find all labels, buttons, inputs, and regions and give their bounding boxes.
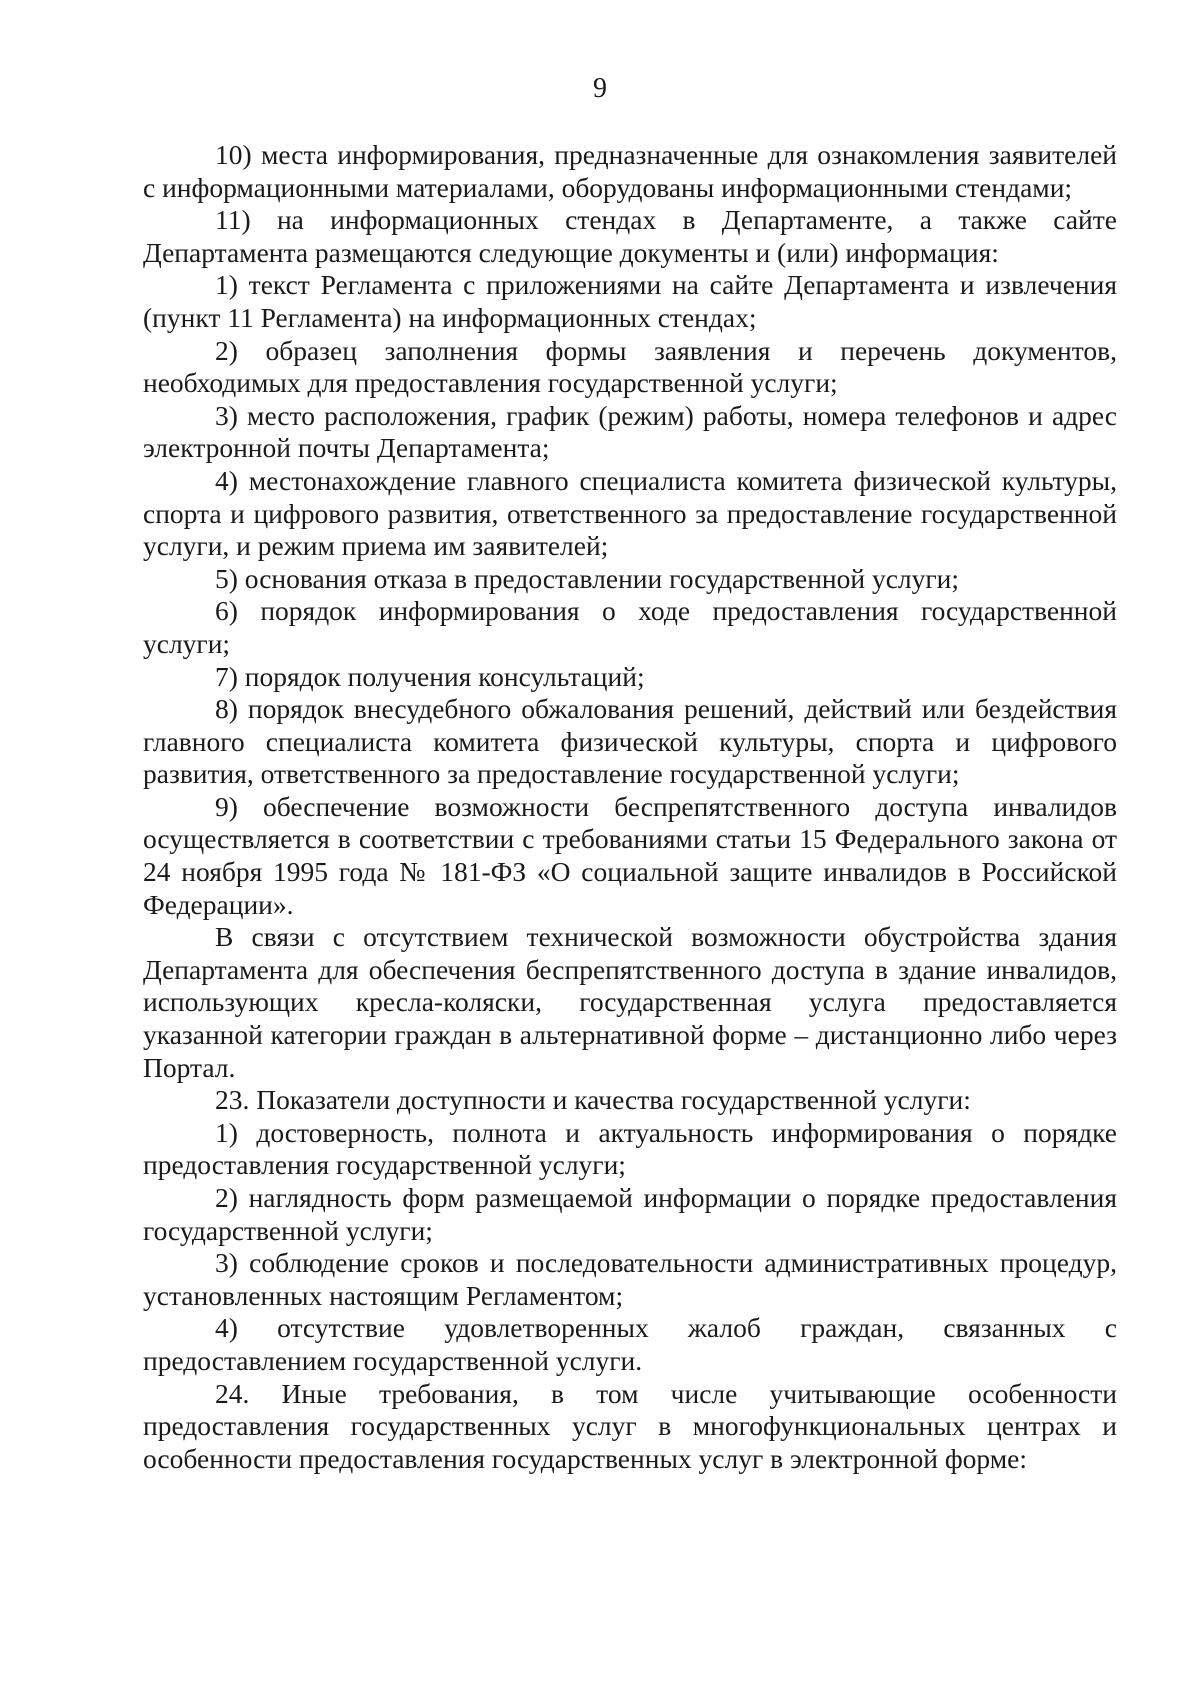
list-item-consultations: 7) порядок получения консультаций; <box>215 660 645 692</box>
paragraph-24-other-requirements: 24. Иные требования, в том числе учитывающие особенности предоставления государственных услуг в многофункциональных центрах и особенности предоставления государственных услуг в электронной форме: <box>143 1377 1117 1474</box>
list-item-refusal-grounds: 5) основания отказа в предоставлении государственной услуги; <box>215 562 960 594</box>
list-item-no-complaints: 4) отсутствие удовлетворенных жалоб граждан, связанных с предоставлением государственной услуги. <box>143 1312 1117 1376</box>
paragraph-11-info-stands: 11) на информационных стендах в Департаменте, а также сайте Департамента размещаются следующие документы и (или) информация: <box>143 204 1117 268</box>
list-item-disabled-access: 9) обеспечение возможности беспрепятственного доступа инвалидов осуществляется в соответствии с требованиями статьи 15 Федерального закона от 24 ноября 1995 года № 181-ФЗ «О социальной защите инвалидов в Российской Федерации». <box>143 790 1117 920</box>
list-item-specialist-location: 4) местонахождение главного специалиста комитета физической культуры, спорта и цифрового развития, ответственного за предоставление государственной услуги, и режим приема им заявителей; <box>143 464 1117 562</box>
list-item-deadlines: 3) соблюдение сроков и последовательности административных процедур, установленных настоящим Регламентом; <box>143 1247 1117 1311</box>
paragraph-10-info-places: 10) места информирования, предназначенные для ознакомления заявителей с информационными материалами, оборудованы информационными стендами; <box>143 139 1117 203</box>
list-item-reliability: 1) достоверность, полнота и актуальность информирования о порядке предоставления государственной услуги; <box>143 1116 1117 1181</box>
list-item-progress-informing: 6) порядок информирования о ходе предоставления государственной услуги; <box>143 595 1117 659</box>
page-number: 9 <box>593 73 607 104</box>
paragraph-23-quality-indicators: 23. Показатели доступности и качества государственной услуги: <box>215 1084 971 1116</box>
list-item-application-sample: 2) образец заполнения формы заявления и перечень документов, необходимых для предоставления государственной услуги; <box>143 334 1117 399</box>
document-body <box>143 139 1117 1475</box>
paragraph-alternative-form: В связи с отсутствием технической возможности обустройства здания Департамента для обеспечения беспрепятственного доступа в здание инвалидов, использующих кресла-коляски, государственная услуга предоставляется указанной категории граждан в альтернативной форме – дистанционно либо через Портал. <box>143 921 1117 1083</box>
list-item-visibility: 2) наглядность форм размещаемой информации о порядке предоставления государственной услуги; <box>143 1182 1117 1246</box>
list-item-location-schedule: 3) место расположения, график (режим) работы, номера телефонов и адрес электронной почты Департамента; <box>143 399 1117 464</box>
list-item-appeal-procedure: 8) порядок внесудебного обжалования решений, действий или бездействия главного специалиста комитета физической культуры, спорта и цифрового развития, ответственного за предоставление государственной услуги; <box>143 693 1117 790</box>
list-item-regulation-text: 1) текст Регламента с приложениями на сайте Департамента и извлечения (пункт 11 Регламента) на информационных стендах; <box>143 269 1117 333</box>
